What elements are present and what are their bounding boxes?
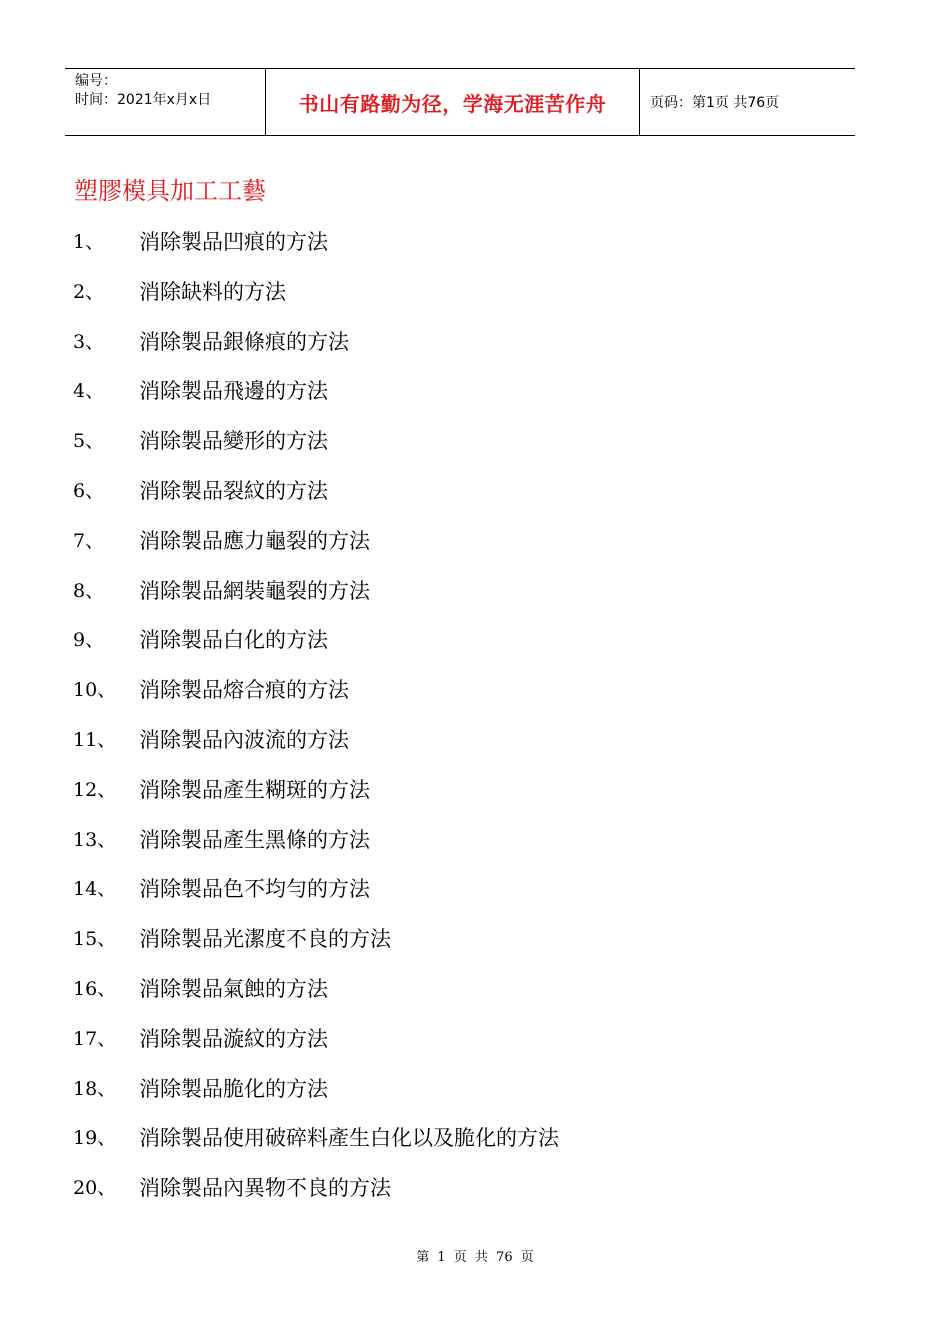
table-of-contents <box>0 224 700 1220</box>
item-number: 2、 <box>73 280 105 303</box>
list-item <box>0 274 700 324</box>
document-title: 塑膠模具加工工藝 <box>74 177 266 205</box>
item-text: 消除製品白化的方法 <box>139 628 328 653</box>
item-number: 6、 <box>73 479 105 502</box>
item-number: 12、 <box>73 778 117 801</box>
item-number: 19、 <box>73 1127 117 1150</box>
item-text: 消除製品產生黑條的方法 <box>139 827 370 852</box>
header-motto-cell <box>266 69 640 135</box>
list-item <box>0 224 700 274</box>
item-text: 消除製品網裝龜裂的方法 <box>139 578 370 603</box>
item-number: 3、 <box>73 330 105 353</box>
list-item <box>0 1170 700 1220</box>
item-text: 消除製品脆化的方法 <box>139 1076 328 1101</box>
item-text: 消除製品漩紋的方法 <box>139 1026 328 1051</box>
item-text: 消除製品裂紋的方法 <box>139 478 328 503</box>
item-number: 8、 <box>73 579 105 602</box>
item-text: 消除製品產生糊斑的方法 <box>139 777 370 802</box>
page-footer: 第 1 页 共 76 页 <box>416 1250 534 1265</box>
item-number: 11、 <box>73 728 117 751</box>
item-text: 消除製品銀條痕的方法 <box>139 329 349 354</box>
list-item <box>0 573 700 623</box>
header-page-cell <box>640 69 855 135</box>
item-number: 5、 <box>73 430 105 453</box>
item-text: 消除製品氣蝕的方法 <box>139 976 328 1001</box>
item-text: 消除製品應力龜裂的方法 <box>139 528 370 553</box>
item-number: 15、 <box>73 928 117 951</box>
item-number: 17、 <box>73 1027 117 1050</box>
item-number: 16、 <box>73 977 117 1000</box>
list-item <box>0 1071 700 1121</box>
item-text: 消除製品凹痕的方法 <box>139 230 328 254</box>
item-text: 消除製品內異物不良的方法 <box>139 1176 391 1201</box>
list-item <box>0 772 700 822</box>
list-item <box>0 324 700 374</box>
list-item <box>0 1120 700 1170</box>
item-text: 消除製品變形的方法 <box>139 429 328 454</box>
list-item <box>0 622 700 672</box>
list-item <box>0 871 700 921</box>
item-number: 18、 <box>73 1077 117 1100</box>
item-text: 消除製品使用破碎料產生白化以及脆化的方法 <box>139 1126 559 1151</box>
item-number: 1、 <box>73 231 105 253</box>
item-number: 7、 <box>73 529 105 552</box>
list-item <box>0 523 700 573</box>
item-text: 消除製品光潔度不良的方法 <box>139 927 391 952</box>
header-table <box>65 68 855 136</box>
list-item <box>0 921 700 971</box>
item-number: 14、 <box>73 878 117 901</box>
item-text: 消除缺料的方法 <box>139 279 286 304</box>
item-number: 13、 <box>73 828 117 851</box>
item-number: 20、 <box>73 1177 117 1200</box>
item-number: 9、 <box>73 629 105 652</box>
serial-label: 编号： <box>75 73 117 89</box>
list-item <box>0 473 700 523</box>
list-item <box>0 971 700 1021</box>
time-label: 时间：2021年x月x日 <box>75 92 212 108</box>
item-text: 消除製品內波流的方法 <box>139 727 349 752</box>
item-text: 消除製品色不均勻的方法 <box>139 877 370 902</box>
header-motto: 书山有路勤为径，学海无涯苦作舟 <box>298 91 607 116</box>
header-page-info: 页码：第1页 共76页 <box>650 95 780 111</box>
item-text: 消除製品飛邊的方法 <box>139 379 328 404</box>
item-number: 4、 <box>73 380 105 403</box>
item-text: 消除製品熔合痕的方法 <box>139 678 349 703</box>
header-meta-cell <box>65 69 266 135</box>
list-item <box>0 373 700 423</box>
list-item <box>0 672 700 722</box>
item-number: 10、 <box>73 679 117 702</box>
list-item <box>0 722 700 772</box>
list-item <box>0 423 700 473</box>
list-item <box>0 1021 700 1071</box>
list-item <box>0 822 700 872</box>
